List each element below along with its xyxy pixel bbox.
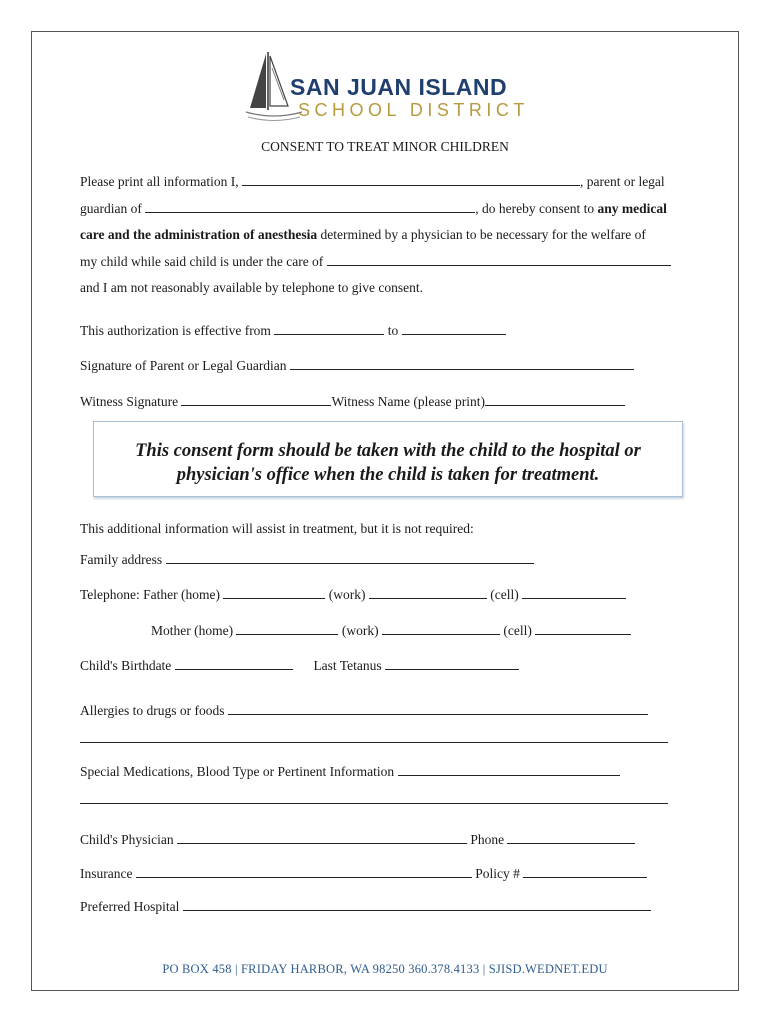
- mother-cell-label: (cell): [503, 623, 532, 638]
- medications-row: [80, 763, 620, 780]
- mother-cell-field[interactable]: [535, 622, 631, 635]
- child-name-field[interactable]: [145, 200, 475, 213]
- phone-label: Phone: [470, 832, 505, 847]
- parent-signature-row: [80, 357, 634, 374]
- care-of-label: my child while said child is under the care of: [80, 254, 324, 269]
- effective-from-label: This authorization is effective from: [80, 323, 271, 338]
- birthdate-field[interactable]: [175, 657, 293, 670]
- consent-line-3: [80, 227, 646, 243]
- form-title: CONSENT TO TREAT MINOR CHILDREN: [261, 139, 509, 154]
- witness-name-field[interactable]: [485, 393, 625, 406]
- mother-home-field[interactable]: [236, 622, 338, 635]
- consent-line-4: [80, 253, 671, 270]
- mother-home-label: Mother (home): [151, 623, 234, 638]
- consent-line-5: and I am not reasonably available by telephone to give consent.: [80, 280, 424, 295]
- phone-field[interactable]: [507, 831, 635, 844]
- hospital-label: Preferred Hospital: [80, 899, 180, 914]
- medications-field-2[interactable]: [80, 791, 668, 804]
- effective-to-field[interactable]: [402, 322, 506, 335]
- notice-line-1: This consent form should be taken with the child to the hospital or: [135, 441, 641, 461]
- tetanus-label: Last Tetanus: [313, 658, 382, 673]
- insurance-row: [80, 865, 647, 882]
- tetanus-field[interactable]: [385, 657, 519, 670]
- consent-line-2: [80, 200, 667, 217]
- allergies-row-2: [80, 730, 668, 747]
- parent-role-label: , parent or legal: [579, 174, 665, 189]
- medications-field[interactable]: [398, 763, 620, 776]
- witness-name-label: Witness Name (please print): [331, 394, 485, 409]
- guardian-of-label: guardian of: [80, 201, 142, 216]
- welfare-text: determined by a physician to be necessary for the welfare of: [320, 227, 646, 242]
- parent-signature-field[interactable]: [290, 357, 634, 370]
- father-phone-row: [80, 586, 626, 603]
- mother-work-field[interactable]: [382, 622, 500, 635]
- effective-dates-row: [80, 322, 506, 339]
- hospital-row: [80, 898, 651, 915]
- insurance-label: Insurance: [80, 866, 133, 881]
- medications-row-2: [80, 791, 668, 808]
- footer-contact: PO BOX 458 | FRIDAY HARBOR, WA 98250 360.378.4133 | SJISD.WEDNET.EDU: [162, 962, 608, 976]
- effective-from-field[interactable]: [274, 322, 384, 335]
- family-address-label: Family address: [80, 552, 163, 567]
- father-work-field[interactable]: [369, 586, 487, 599]
- mother-work-label: (work): [341, 623, 379, 638]
- logo-text-top: SAN JUAN ISLAND: [290, 74, 508, 100]
- witness-row: [80, 393, 625, 410]
- allergies-label: Allergies to drugs or foods: [80, 703, 225, 718]
- notice-box: [93, 421, 683, 497]
- additional-intro: This additional information will assist in treatment, but it is not required:: [80, 521, 474, 536]
- parent-name-label: Please print all information I,: [80, 174, 239, 189]
- consent-line-1: [80, 173, 665, 190]
- hospital-field[interactable]: [183, 898, 651, 911]
- allergies-row: [80, 702, 648, 719]
- physician-field[interactable]: [177, 831, 467, 844]
- district-logo: [244, 48, 534, 124]
- father-cell-label: (cell): [490, 587, 519, 602]
- consent-phrase: , do hereby consent to: [475, 201, 595, 216]
- birthdate-label: Child's Birthdate: [80, 658, 172, 673]
- policy-field[interactable]: [523, 865, 647, 878]
- medical-emphasis: any medical: [597, 201, 667, 216]
- anesthesia-emphasis: care and the administration of anesthesia: [80, 227, 318, 242]
- physician-row: [80, 831, 635, 848]
- caretaker-field[interactable]: [327, 253, 671, 266]
- father-home-field[interactable]: [223, 586, 325, 599]
- medications-label: Special Medications, Blood Type or Pertinent Information: [80, 764, 395, 779]
- policy-label: Policy #: [475, 866, 520, 881]
- father-work-label: (work): [328, 587, 366, 602]
- family-address-row: [80, 551, 534, 568]
- parent-name-field[interactable]: [242, 173, 580, 186]
- father-cell-field[interactable]: [522, 586, 626, 599]
- logo-text-bottom: SCHOOL DISTRICT: [298, 100, 529, 120]
- allergies-field-2[interactable]: [80, 730, 668, 743]
- mother-phone-row: [151, 622, 631, 639]
- effective-to-label: to: [387, 323, 399, 338]
- parent-signature-label: Signature of Parent or Legal Guardian: [80, 358, 287, 373]
- insurance-field[interactable]: [136, 865, 472, 878]
- family-address-field[interactable]: [166, 551, 534, 564]
- notice-line-2: physician's office when the child is taken for treatment.: [176, 465, 600, 485]
- witness-signature-field[interactable]: [181, 393, 331, 406]
- witness-signature-label: Witness Signature: [80, 394, 179, 409]
- father-home-label: Telephone: Father (home): [80, 587, 221, 602]
- birthdate-row: [80, 657, 519, 674]
- allergies-field[interactable]: [228, 702, 648, 715]
- physician-label: Child's Physician: [80, 832, 174, 847]
